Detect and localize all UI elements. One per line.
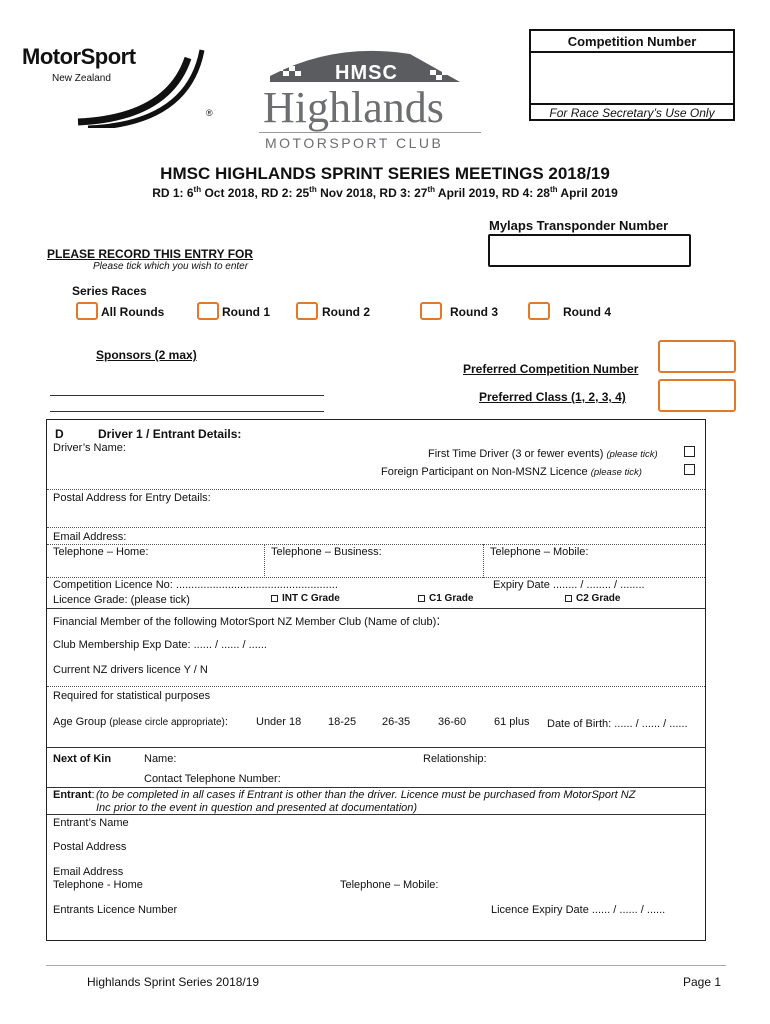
drivers-name-field[interactable] xyxy=(137,442,407,456)
round-1-label: Round 1 xyxy=(222,305,270,319)
entrant-tel-home-label: Telephone - Home xyxy=(53,879,143,891)
page-title: HMSC HIGHLANDS SPRINT SERIES MEETINGS 2018/19 xyxy=(160,164,610,183)
kin-relationship-label: Relationship: xyxy=(423,753,487,765)
competition-number-box xyxy=(529,29,735,121)
highlands-wordmark: Highlands xyxy=(263,83,444,132)
expiry-date-label: Expiry Date ........ / ........ / ........ xyxy=(493,579,645,591)
hmsc-highlands-logo xyxy=(255,46,485,156)
round-4-checkbox[interactable] xyxy=(528,302,550,320)
telephone-home-label: Telephone – Home: xyxy=(53,546,149,558)
preferred-class-input[interactable] xyxy=(658,379,736,412)
race-secretary-note: For Race Secretary’s Use Only xyxy=(549,106,715,120)
next-of-kin-label: Next of Kin xyxy=(53,753,112,765)
telephone-mobile-label: Telephone – Mobile: xyxy=(490,546,589,558)
preferred-number-label: Preferred Competition Number xyxy=(463,362,639,376)
sponsors-label: Sponsors (2 max) xyxy=(96,348,197,362)
entry-heading: PLEASE RECORD THIS ENTRY FOR xyxy=(47,247,254,261)
entrant-email-label: Email Address xyxy=(53,866,124,878)
foreign-participant-label: Foreign Participant on Non-MSNZ Licence (please tick) xyxy=(381,466,642,478)
competition-number-field[interactable] xyxy=(531,53,733,103)
int-c-grade-option[interactable]: INT C Grade xyxy=(271,593,340,604)
driver-entrant-form xyxy=(46,419,706,941)
licence-grade-label: Licence Grade: (please tick) xyxy=(53,594,190,606)
msnz-wordmark: MotorSport xyxy=(22,44,136,69)
age-61-plus[interactable]: 61 plus xyxy=(494,716,530,728)
all-rounds-checkbox[interactable] xyxy=(76,302,98,320)
footer-title: Highlands Sprint Series 2018/19 xyxy=(87,975,260,989)
entrant-licence-number-label: Entrants Licence Number xyxy=(53,904,178,916)
entrant-heading: Entrant: xyxy=(53,789,95,801)
kin-contact-label: Contact Telephone Number: xyxy=(144,773,281,785)
page-number: Page 1 xyxy=(683,975,722,989)
hmsc-badge-text: HMSC xyxy=(335,62,398,84)
sponsor-line-2[interactable] xyxy=(50,411,324,412)
postal-address-label: Postal Address for Entry Details: xyxy=(53,492,211,504)
statistical-purposes-label: Required for statistical purposes xyxy=(53,690,211,702)
foreign-participant-checkbox[interactable] xyxy=(684,464,695,475)
age-18-25[interactable]: 18-25 xyxy=(328,716,357,728)
entry-subheading: Please tick which you wish to enter xyxy=(93,261,249,272)
kin-name-label: Name: xyxy=(144,753,177,765)
sponsor-line-1[interactable] xyxy=(50,395,324,396)
club-membership-exp-label: Club Membership Exp Date: ...... / ...... / ...... xyxy=(53,639,267,651)
entrant-postal-label: Postal Address xyxy=(53,841,127,853)
int-c-grade-checkbox[interactable] xyxy=(271,595,278,602)
transponder-input[interactable] xyxy=(488,234,691,267)
first-time-driver-checkbox[interactable] xyxy=(684,446,695,457)
telephone-business-label: Telephone – Business: xyxy=(271,546,382,558)
age-under-18[interactable]: Under 18 xyxy=(256,716,302,728)
round-2-label: Round 2 xyxy=(322,305,370,319)
first-time-driver-label: First Time Driver (3 or fewer events) (please tick) xyxy=(428,448,658,460)
round-3-label: Round 3 xyxy=(450,305,498,319)
entrant-note: (to be completed in all cases if Entrant is other than the driver. Licence must be purchased from MotorSport NZ Inc prior to the event in question and presented at documentation) xyxy=(96,789,636,814)
series-races-label: Series Races xyxy=(72,284,147,298)
registered-mark: ® xyxy=(206,108,213,118)
drivers-name-label: Driver’s Name: xyxy=(53,442,126,454)
c1-grade-checkbox[interactable] xyxy=(418,595,425,602)
c2-grade-option[interactable]: C2 Grade xyxy=(565,593,620,604)
entrant-name-label: Entrant’s Name xyxy=(53,817,129,829)
email-address-label: Email Address: xyxy=(53,531,127,543)
competition-number-title: Competition Number xyxy=(567,34,697,49)
financial-member-label: Financial Member of the following MotorSport NZ Member Club (Name of club): xyxy=(53,612,441,628)
transponder-label: Mylaps Transponder Number xyxy=(489,218,669,233)
motorsport-nz-logo xyxy=(18,38,218,128)
round-2-checkbox[interactable] xyxy=(296,302,318,320)
competition-licence-label: Competition Licence No: ..................................................... xyxy=(53,579,338,591)
round-3-checkbox[interactable] xyxy=(420,302,442,320)
round-4-label: Round 4 xyxy=(563,305,611,319)
age-36-60[interactable]: 36-60 xyxy=(438,716,467,728)
date-of-birth-label: Date of Birth: ...... / ...... / ...... xyxy=(547,718,688,730)
all-rounds-label: All Rounds xyxy=(101,305,165,319)
c1-grade-option[interactable]: C1 Grade xyxy=(418,593,473,604)
preferred-number-input[interactable] xyxy=(658,340,736,373)
current-nz-licence-label: Current NZ drivers licence Y / N xyxy=(53,664,208,676)
club-wordmark: MOTORSPORT CLUB xyxy=(265,135,444,151)
preferred-class-label: Preferred Class (1, 2, 3, 4) xyxy=(479,390,626,404)
entrant-licence-expiry-label: Licence Expiry Date ...... / ...... / ...... xyxy=(491,904,666,916)
age-group-label: Age Group (please circle appropriate): xyxy=(53,716,228,728)
driver-section-title: Driver 1 / Entrant Details: xyxy=(98,427,242,441)
age-26-35[interactable]: 26-35 xyxy=(382,716,411,728)
msnz-subtitle: New Zealand xyxy=(52,73,111,84)
entrant-tel-mobile-label: Telephone – Mobile: xyxy=(340,879,439,891)
round-dates: RD 1: 6th Oct 2018, RD 2: 25th Nov 2018, RD 3: 27th April 2019, RD 4: 28th April 2019 xyxy=(152,185,618,200)
postal-address-field[interactable] xyxy=(53,506,699,526)
c2-grade-checkbox[interactable] xyxy=(565,595,572,602)
round-1-checkbox[interactable] xyxy=(197,302,219,320)
section-letter: D xyxy=(55,427,64,441)
